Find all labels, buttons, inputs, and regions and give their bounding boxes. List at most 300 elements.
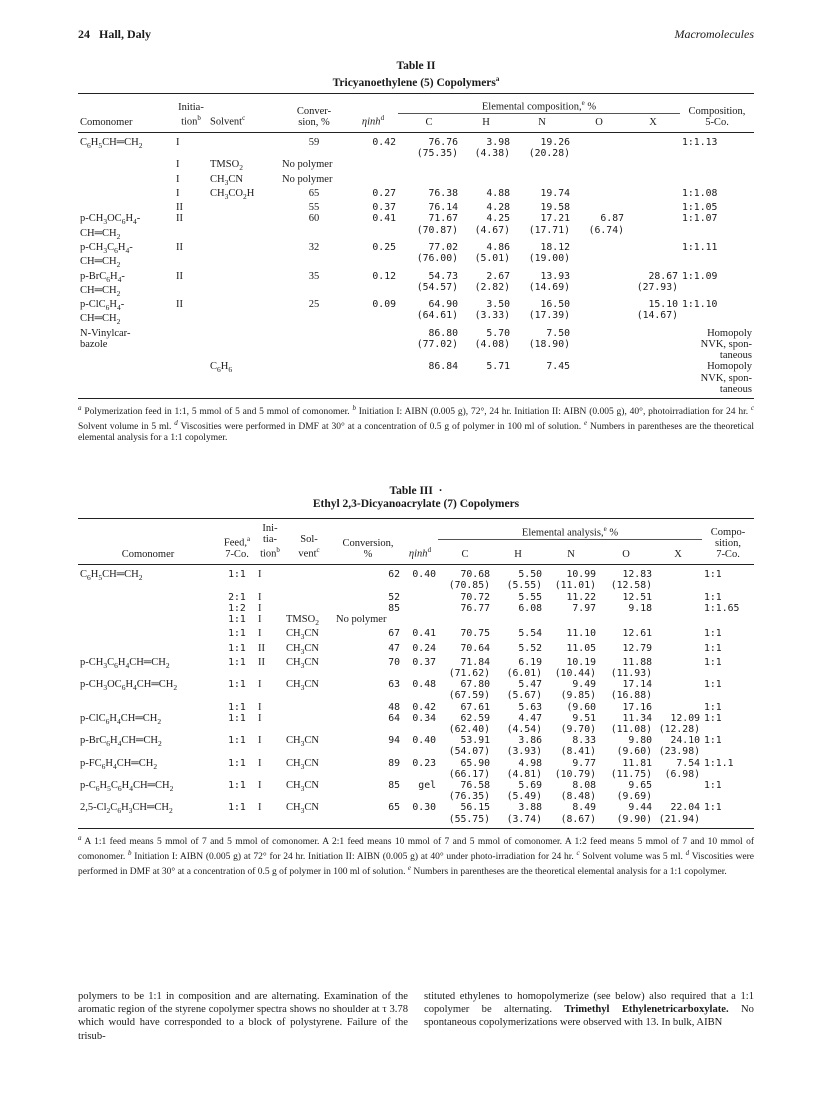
table2-caption [78,60,754,90]
t3-o-line: 11.88 [622,656,652,668]
t3-c-line: 76.77 [460,602,490,614]
t3-conversion-line: 64 [388,712,400,724]
t2-h-line: (4.67) [474,224,510,236]
t2-x [626,361,680,395]
t2-comonomer-line: $p-CH_3OC_6H_4-$ [80,213,141,227]
t3-conversion [334,569,402,591]
t3-initiation [256,657,284,679]
t3-h-h: H [514,548,522,560]
t2-comonomer-line: $p-BrC_6H_4-$ [80,270,125,284]
t3-initiation [256,758,284,780]
t3-o [598,628,654,642]
t3-conversion [334,643,402,657]
t2-n-line: 17.21 [540,213,570,225]
t3-n-line: (10.79) [554,768,596,780]
t3-h-line: 5.50 [518,569,542,581]
t3-o-line: 9.65 [628,780,652,792]
t3-h [492,628,544,642]
t2-comonomer-line: $C_6H_5CH═CH_2$ [80,136,143,150]
t3-x-line: (21.94) [658,813,700,825]
t3-initiation [256,780,284,802]
t3-eta [402,603,438,614]
t3-h-line: 5.47 [518,679,542,691]
t2-eta-line: 0.09 [372,299,396,311]
t2-n-line: 13.93 [540,270,570,282]
t3-o [598,592,654,603]
t3-conversion-line: 65 [388,802,400,814]
t3-c-line: (71.62) [448,668,490,680]
t2-conversion [280,361,348,395]
t3-c [438,603,492,614]
t3-x-line: 12.09 [670,712,700,724]
t3-solvent-line: $CH_3CN$ [286,757,319,771]
t3-feed-line: 1:1 [228,679,246,691]
t3-h [492,713,544,735]
t2-o [572,174,626,188]
t2-conversion [280,174,348,188]
t3-feed-line: 1:1 [228,780,246,792]
t2-composition-line: 1:1.08 [682,187,718,199]
t3-initiation-line: I [258,628,262,640]
t3-solvent-line: $CH_3CN$ [286,679,319,693]
t2-composition [680,159,754,173]
t3-h-line: 5.69 [518,780,542,792]
t3-composition-line: 1:1 [704,735,722,747]
t2-o [572,188,626,202]
t2-conversion-line: 25 [308,299,320,311]
t2-conversion [280,213,348,242]
t3-eta [402,802,438,824]
t3-c-line: (54.07) [448,746,490,758]
table-row [78,174,754,188]
table-row [78,271,754,300]
t2-x-line: (27.93) [636,281,678,293]
t2-o [572,242,626,271]
t3-solvent [284,780,334,802]
t3-n-line: 10.19 [566,656,596,668]
t2-solvent [208,361,280,395]
t2-composition [680,137,754,159]
t3-x-line: (12.28) [658,724,700,736]
t2-initiation-line: I [176,159,180,171]
t2-composition-line: 1:1.09 [682,270,718,282]
t3-h-line: (5.49) [506,791,542,803]
t2-initiation [174,361,208,395]
t3-solvent-line: $CH_3CN$ [286,656,319,670]
table3-title: Ethyl 2,3-Dicyanoacrylate (7) Copolymers [312,498,520,510]
t2-c-line: 86.84 [428,361,458,373]
t3-eta-line: 0.37 [412,656,436,668]
t3-comonomer [78,614,218,628]
t2-c [398,299,460,328]
t2-h [460,188,512,202]
t2-initiation-line: II [176,270,183,282]
t3-feed-line: 1:1 [228,613,246,625]
table-row [78,603,754,614]
t2-h-initiation: Initia- tion$^b$ [178,102,204,128]
t2-composition-line: 1:1.11 [682,242,718,253]
t3-feed-line: 1:1 [228,656,246,668]
t3-o-line: 9.18 [628,602,652,614]
t3-c-line: 70.72 [460,591,490,603]
t2-o-line: (6.74) [588,224,624,236]
t3-o-line: (9.69) [616,791,652,803]
t2-c-line: 71.67 [428,213,458,225]
t3-solvent-line: $TMSO_2$ [286,613,319,628]
t2-comonomer [78,271,174,300]
t3-c-line: 76.58 [460,780,490,792]
t3-c-line: 56.15 [460,802,490,814]
t3-n-line: (10.44) [554,668,596,680]
t3-eta-line: 0.48 [412,679,436,691]
t2-composition [680,213,754,242]
t2-h [460,137,512,159]
t2-comonomer-line: bazole [80,338,108,350]
t3-comonomer-line: $p-ClC_6H_4CH═CH_2$ [80,712,162,726]
t3-n-line: 8.08 [572,780,596,792]
t2-h-line: (3.33) [474,310,510,322]
t3-initiation-line: I [258,591,262,603]
t2-comonomer [78,159,174,173]
t2-n-line: 19.58 [540,202,570,214]
t3-o-line: 9.44 [628,802,652,814]
t3-n [544,802,598,824]
t2-eta-line: 0.25 [372,242,396,253]
t3-n [544,614,598,628]
t3-conversion [334,657,402,679]
t2-o [572,361,626,395]
t2-conversion [280,299,348,328]
t2-composition-line: taneous [719,350,752,362]
t3-comonomer-line: $p-BrC_6H_4CH═CH_2$ [80,735,162,749]
t2-solvent [208,213,280,242]
t3-c-line: (66.17) [448,768,490,780]
t3-composition-line: 1:1 [704,628,722,640]
t2-composition-line: 1:1.07 [682,213,718,225]
t3-x [654,614,702,628]
t3-h [492,780,544,802]
t3-o [598,802,654,824]
t2-composition-line: 1:1.13 [682,136,718,148]
t2-c-line: (64.61) [416,310,458,322]
table2-footnote: $^a$ Polymerization feed in 1:1, 5 mmol of 5 and 5 mmol of comonomer. $^b$ Initiation I: AIBN (0.005 g), 72°, 24 hr. Initiation II: AIBN (0.005 g), 40°, photoirradiation for 24 hr. $^c$ Solvent volume in 5 ml. $^d$ Viscosities were performed in DMF at 30° at a concentration of 0.5 g of polymer in 100 ml of solution. $^e$ Numbers in parentheses are the theoretical elemental analysis for a 1:1 copolymer. [78,404,755,444]
t3-x-line: (23.98) [658,746,700,758]
t2-comonomer [78,328,174,362]
t3-eta [402,735,438,757]
t2-c-line: 86.80 [428,327,458,339]
table-row [78,569,754,591]
t3-eta [402,657,438,679]
t2-conversion-line: No polymer [282,159,333,171]
t2-c-line: 76.14 [428,202,458,214]
t3-composition-line: 1:1 [704,701,722,713]
t3-composition [702,569,754,591]
t2-composition-line: taneous [719,383,752,395]
t3-conversion-line: 52 [388,591,400,603]
t2-c [398,242,460,271]
t2-o [572,202,626,213]
t2-composition-line: NVK, spon- [700,338,752,350]
t3-feed-line: 1:1 [228,701,246,713]
t3-feed [218,758,256,780]
t3-initiation [256,713,284,735]
page-number-authors: 24 Hall, Daly [78,27,152,41]
t3-conversion [334,679,402,701]
t3-initiation [256,614,284,628]
t3-o [598,643,654,657]
t2-c-line: (70.87) [416,224,458,236]
t2-eta [348,361,398,395]
t3-feed-line: 1:1 [228,802,246,814]
t2-solvent [208,188,280,202]
t3-eta-line: 0.41 [412,628,436,640]
t3-feed [218,657,256,679]
t2-initiation-line: II [176,202,183,214]
t3-conversion [334,628,402,642]
t2-initiation-line: I [176,187,180,199]
t2-solvent [208,299,280,328]
t3-eta-line: gel [418,780,436,792]
table-row [78,713,754,735]
t2-c-line: (75.35) [416,148,458,160]
t3-x [654,713,702,735]
t3-n-line: 9.77 [572,757,596,769]
t2-o [572,328,626,362]
t2-solvent-line: $C_6H_6$ [210,361,233,375]
t2-h-x: X [649,116,657,128]
t3-comonomer [78,702,218,713]
t3-initiation-line: II [258,642,265,654]
t2-h [460,271,512,300]
t3-initiation [256,702,284,713]
t3-composition-line: 1:1.65 [704,602,740,614]
t2-comonomer-line: $CH═CH_2$ [80,227,121,241]
t3-conversion-line: 48 [388,701,400,713]
t2-o [572,159,626,173]
t3-initiation-line: I [258,569,262,581]
table-row [78,213,754,242]
t3-feed [218,592,256,603]
t3-initiation [256,569,284,591]
t3-n [544,569,598,591]
t3-c [438,657,492,679]
t3-c [438,780,492,802]
t2-x [626,328,680,362]
t3-x-line: (6.98) [664,768,700,780]
t2-conversion-line: No polymer [282,173,333,185]
t3-comonomer-line: $p-C_6H_5C_6H_4CH═CH_2$ [80,780,174,794]
table-row [78,702,754,713]
t3-solvent [284,702,334,713]
t2-n-line: (14.69) [528,281,570,293]
t3-h-elemental: Elemental analysis,$^e$ % [438,523,702,539]
t2-initiation [174,202,208,213]
t3-o-line: (12.58) [610,580,652,592]
t3-initiation [256,735,284,757]
t2-n-line: 18.12 [540,242,570,253]
t2-c [398,213,460,242]
table-row [78,202,754,213]
t3-comonomer-line: $p-CH_3C_6H_4CH═CH_2$ [80,656,170,670]
t2-h-line: 5.71 [486,361,510,373]
t3-h-line: 3.86 [518,735,542,747]
t3-h-feed: Feed,$^a$ 7-Co. [223,535,251,560]
t2-h-elemental: Elemental composition,$^e$ % [398,98,680,113]
t3-composition [702,679,754,701]
t3-initiation-line: I [258,602,262,614]
t2-composition-line: 1:1.10 [682,299,718,311]
t3-o-line: 12.79 [622,642,652,654]
t3-composition-line: 1:1 [704,679,722,691]
t3-solvent-line: $CH_3CN$ [286,642,319,656]
t2-n-line: 19.26 [540,136,570,148]
t2-n-line: 7.45 [546,361,570,373]
t2-solvent-line: $TMSO_2$ [210,159,243,173]
t2-h-line: (2.82) [474,281,510,293]
t3-o [598,603,654,614]
t3-conversion [334,780,402,802]
t3-feed [218,735,256,757]
t2-eta-line: 0.12 [372,270,396,282]
t2-x-line: 28.67 [648,270,678,282]
t2-comonomer [78,174,174,188]
t2-conversion [280,328,348,362]
t3-n-line: 9.49 [572,679,596,691]
t3-conversion-line: 47 [388,642,400,654]
t2-comonomer-line: $p-CH_3C_6H_4-$ [80,242,133,256]
t3-feed [218,713,256,735]
t3-feed [218,628,256,642]
t3-solvent [284,802,334,824]
t3-c [438,679,492,701]
t2-h-solvent: Solvent$^c$ [210,114,246,128]
t3-feed [218,614,256,628]
t3-o-line: (11.08) [610,724,652,736]
t3-o [598,780,654,802]
t3-conversion-line: 89 [388,757,400,769]
t3-h-line: (4.54) [506,724,542,736]
t3-conversion [334,603,402,614]
t2-initiation [174,213,208,242]
t2-comonomer-line: $CH═CH_2$ [80,284,121,298]
t2-h-line: 4.86 [486,242,510,253]
t2-n [512,202,572,213]
t3-h-composition: Compo- sition, 7-Co. [710,526,746,560]
t3-composition-line: 1:1 [704,712,722,724]
t3-feed [218,603,256,614]
t2-x [626,213,680,242]
t2-n [512,328,572,362]
t3-c-line: (67.59) [448,690,490,702]
t3-c [438,614,492,628]
t3-n-line: (9.60 [566,701,596,713]
t2-initiation-line: I [176,136,180,148]
t3-c-line: 53.91 [460,735,490,747]
t3-o-line: (9.60) [616,746,652,758]
table-row [78,614,754,628]
t2-x [626,242,680,271]
t3-comonomer [78,679,218,701]
t2-h [460,361,512,395]
table-row [78,299,754,328]
t2-composition-line: Homopoly [707,361,752,373]
table-row [78,159,754,173]
t3-eta-line: 0.23 [412,757,436,769]
t3-x [654,780,702,802]
t3-initiation-line: I [258,679,262,691]
t3-eta [402,592,438,603]
t2-eta [348,188,398,202]
t3-c-line: (76.35) [448,791,490,803]
t3-o-line: 12.83 [622,569,652,581]
t2-n [512,271,572,300]
t3-h [492,569,544,591]
t2-h-line: (4.38) [474,148,510,160]
t2-composition [680,202,754,213]
t3-feed [218,780,256,802]
t2-c [398,174,460,188]
t2-h [460,159,512,173]
t2-h-composition: Composition, 5-Co. [688,105,746,128]
t2-initiation [174,137,208,159]
t3-n [544,603,598,614]
table-row [78,735,754,757]
t2-comonomer-line: N-Vinylcar- [80,327,131,339]
t3-h-line: (6.01) [506,668,542,680]
t3-comonomer-line: $C_6H_5CH═CH_2$ [80,569,143,583]
t3-solvent [284,643,334,657]
t3-o-line: 12.61 [622,628,652,640]
t3-comonomer [78,628,218,642]
t3-feed-line: 2:1 [228,591,246,603]
t3-initiation-line: I [258,780,262,792]
t2-composition [680,299,754,328]
t2-composition [680,361,754,395]
t3-x [654,735,702,757]
table2-label: Table II [396,60,436,72]
table2-title: Tricyanoethylene (5) Copolymers$^a$ [332,75,500,89]
t3-n [544,657,598,679]
t3-initiation [256,603,284,614]
t3-initiation-line: I [258,735,262,747]
t2-eta-line: 0.37 [372,202,396,214]
t3-h-eta: ηinh$^d$ [408,546,432,560]
t2-c-line: 76.76 [428,136,458,148]
t3-feed [218,679,256,701]
t3-o-line: (11.93) [610,668,652,680]
t3-eta-line: 0.24 [412,642,436,654]
table-row [78,657,754,679]
t3-composition-line: 1:1.1 [704,757,734,769]
t2-eta-line: 0.41 [372,213,396,225]
t2-composition [680,242,754,271]
t3-composition [702,802,754,824]
t3-h-conversion: Conversion, % [342,537,394,560]
t2-h-eta: ηinh$^d$ [361,114,385,128]
t3-composition-line: 1:1 [704,591,722,603]
t3-feed [218,569,256,591]
t2-n-line: (17.39) [528,310,570,322]
t3-eta [402,614,438,628]
t3-o [598,657,654,679]
t3-n-line: 9.51 [572,712,596,724]
t2-h [460,213,512,242]
t3-c-line: 62.59 [460,712,490,724]
t3-h [492,679,544,701]
t3-composition [702,603,754,614]
t2-h [460,174,512,188]
t3-o-line: 17.14 [622,679,652,691]
